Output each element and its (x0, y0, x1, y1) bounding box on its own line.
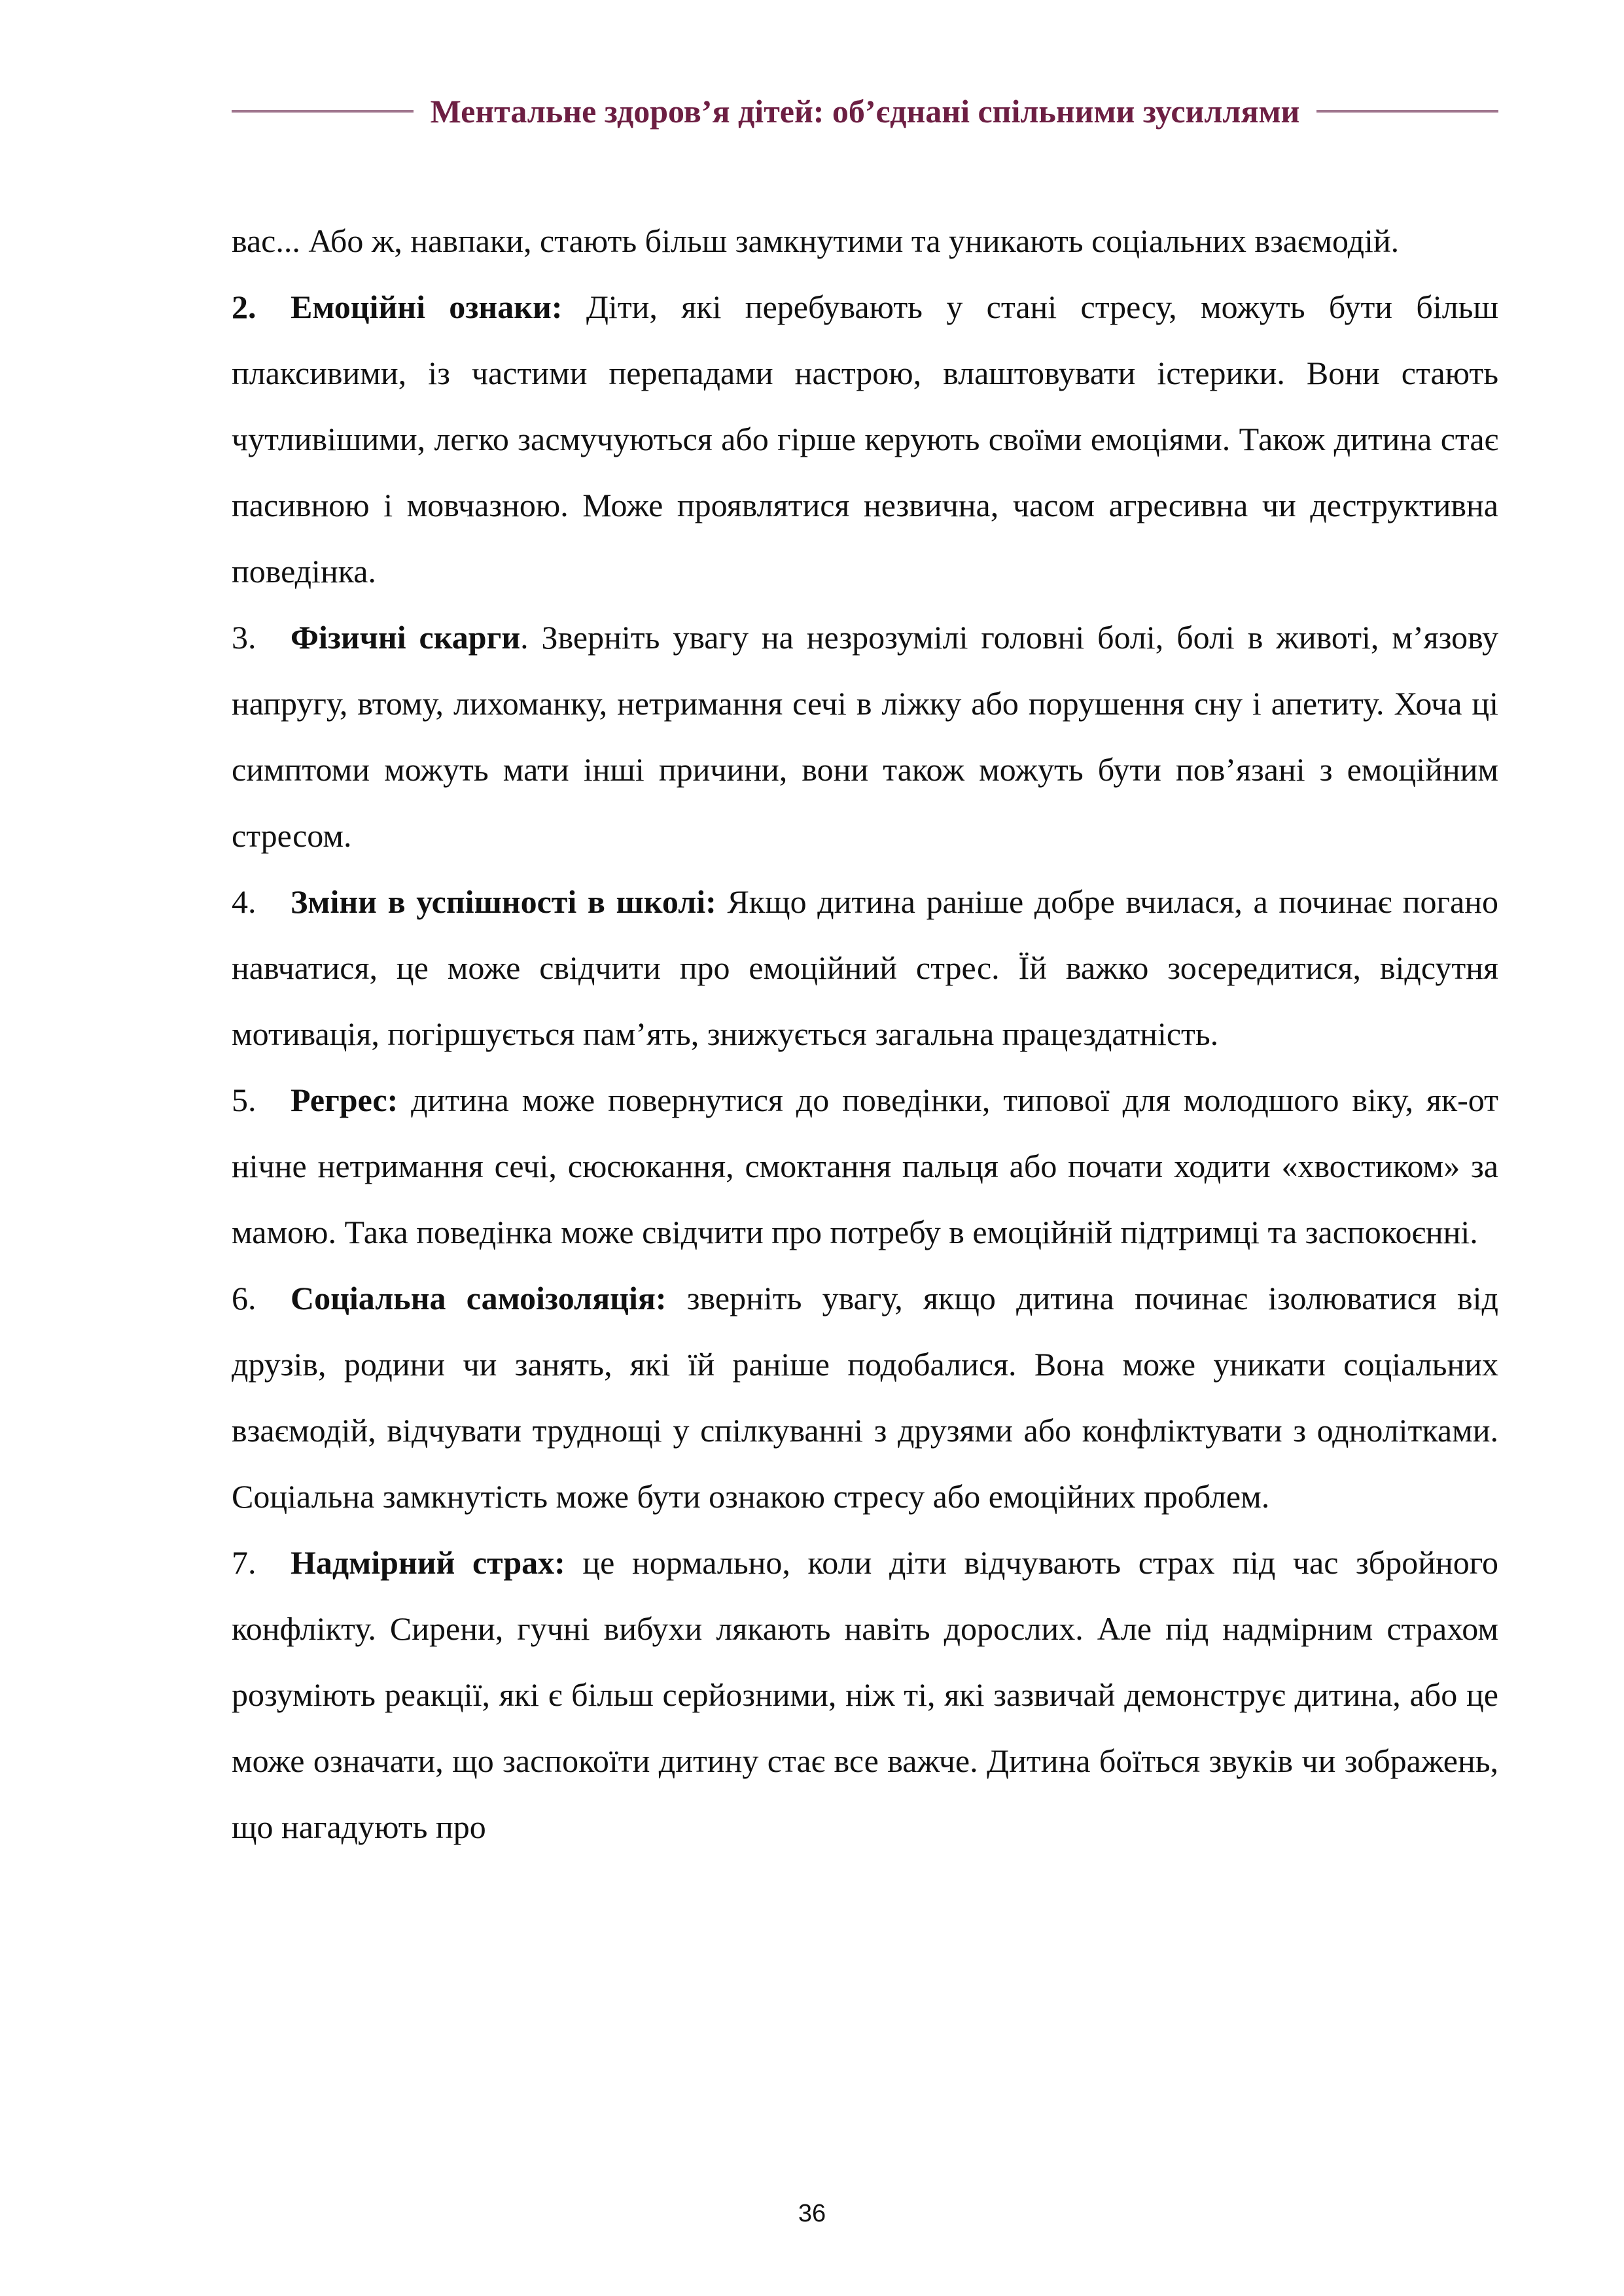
list-item-title: Надмірний страх: (291, 1544, 565, 1581)
header-rule-right (1316, 110, 1498, 113)
list-item-number: 6. (232, 1280, 256, 1316)
intro-paragraph: вас... Або ж, навпаки, стають більш замкнутими та уникають соціальних взаємодій. (232, 222, 1400, 259)
list-item-number: 7. (232, 1544, 256, 1581)
list-item-school-performance (232, 869, 1498, 1067)
list-item-text: це нормально, коли діти відчувають страх під час збройного конфлікту. Сирени, гучні вибухи лякають навіть дорослих. Але під надмірним страхом розуміють реакції, які є більш серйозними, ніж ті, які зазвичай демонструє дитина, або це може означати, що заспокоїти дитину стає все важче. Дитина боїться звуків чи зображень, що нагадують про (232, 1544, 1498, 1845)
list-item-regression (232, 1067, 1498, 1265)
list-item-social-isolation (232, 1265, 1498, 1530)
list-item-number: 3. (232, 619, 256, 656)
list-item-number: 5. (232, 1082, 256, 1118)
list-item-physical-complaints (232, 605, 1498, 869)
list-item-text: дитина може повернутися до поведінки, типової для молодшого віку, як-от нічне нетримання сечі, сюсюкання, смоктання пальця або почати ходити «хвостиком» за мамою. Така поведінка може свідчити про потребу в емоційній підтримці та заспокоєнні. (232, 1082, 1498, 1250)
list-item-excessive-fear (232, 1530, 1498, 1860)
list-item-text: зверніть увагу, якщо дитина починає ізолюватися від друзів, родини чи занять, які їй раніше подобалися. Вона може уникати соціальних взаємодій, відчувати труднощі у спілкуванні з друзями або конфліктувати з однолітками. Соціальна замкнутість може бути ознакою стресу або емоційних проблем. (232, 1280, 1498, 1515)
list-item-number: 4. (232, 883, 256, 920)
list-item-text: Якщо дитина раніше добре вчилася, а починає погано навчатися, це може свідчити про емоційний стрес. Їй важко зосередитися, відсутня мотивація, погіршується пам’ять, знижується загальна працездатність. (232, 883, 1498, 1052)
list-item-title: Емоційні ознаки: (291, 289, 563, 325)
list-item-title: Зміни в успішності в школі: (291, 883, 716, 920)
header-title: Ментальне здоров’я дітей: об’єднані спільними зусиллями (430, 93, 1300, 130)
list-item-text: . Зверніть увагу на незрозумілі головні болі, болі в животі, м’язову напругу, втому, лихоманку, нетримання сечі в ліжку або порушення сну і апетиту. Хоча ці симптоми можуть мати інші причини, вони також можуть бути пов’язані з емоційним стресом. (232, 619, 1498, 854)
list-item-title: Регрес: (291, 1082, 398, 1118)
list-item-number: 2. (232, 289, 256, 325)
page-number: 36 (798, 2200, 826, 2227)
list-item-text: Діти, які перебувають у стані стресу, можуть бути більш плаксивими, із частими перепадами настрою, влаштовувати істерики. Вони стають чутливішими, легко засмучуються або гірше керують своїми емоціями. Також дитина стає пасивною і мовчазною. Може проявлятися незвична, часом агресивна чи деструктивна поведінка. (232, 289, 1498, 590)
header-rule-left (232, 110, 414, 113)
running-header (232, 85, 1498, 137)
list-item-emotional-signs (232, 274, 1498, 605)
list-item-title: Соціальна самоізоляція: (291, 1280, 667, 1316)
body-text (232, 208, 1498, 1860)
list-item-title: Фізичні скарги (291, 619, 521, 656)
